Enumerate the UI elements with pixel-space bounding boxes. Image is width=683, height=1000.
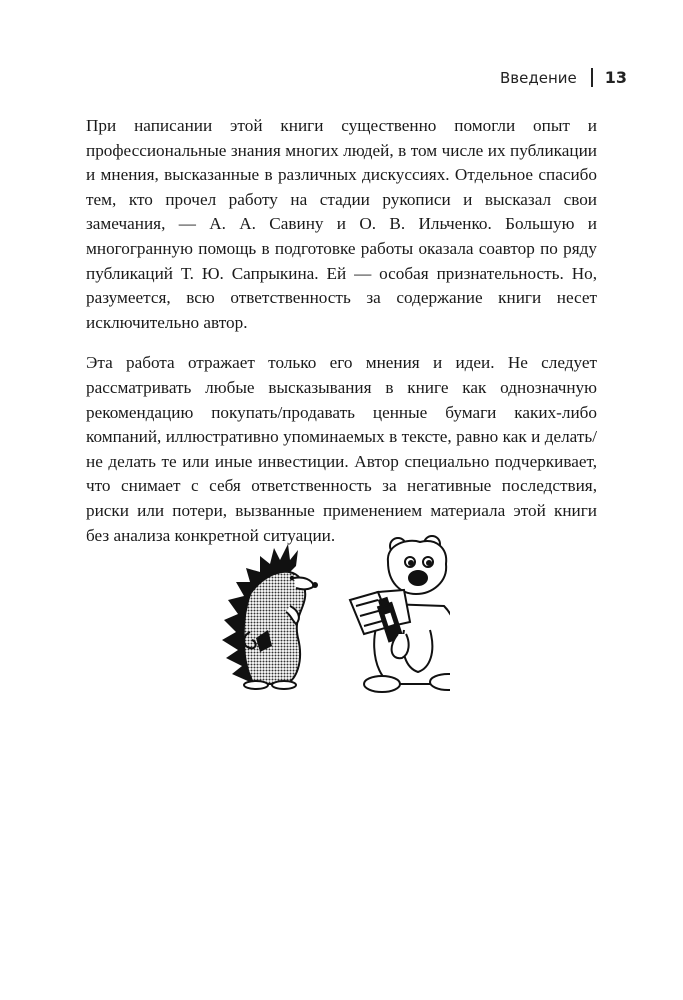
hedgehog-icon [222, 544, 318, 689]
section-title: Введение [499, 68, 577, 87]
paragraph-acknowledgements: При написании этой книги существенно помогли опыт и профессиональные знания многих людей, в том числе их публикации и мнения, высказанные в различных дискуссиях. Отдельное спасибо тем, кто прочел работу на стадии рукописи и высказал свои замечания, — А. А. Савину и О. В. Ильченко. Большую и многогранную помощь в подготовке работы оказала соавтор по ряду публикаций Т. Ю. Сапрыкина. Ей — особая признательность. Но, разумеется, всю ответственность за содержание книги несет исключительно автор. [86, 116, 597, 332]
illustration-svg [220, 534, 450, 699]
paragraph-disclaimer: Эта работа отражает только его мнения и идеи. Не следует рассматривать любые высказывания в книге как однозначную рекомендацию покупать/продавать ценные бумаги каких-либо компаний, иллюстративно упоминаемых в тексте, равно как и делать/не делать те или иные инвестиции. Автор специально подчеркивает, что снимает с себя ответственность за негативные последствия, риски или потери, вызванные применением материала этой книги без анализа конкретной ситуации. [86, 353, 597, 545]
illustration [220, 534, 450, 704]
page-number: 13 [604, 68, 627, 87]
body-text [86, 114, 597, 564]
bear-reading-icon [350, 536, 450, 692]
running-head [500, 68, 627, 87]
header-divider [591, 68, 593, 87]
